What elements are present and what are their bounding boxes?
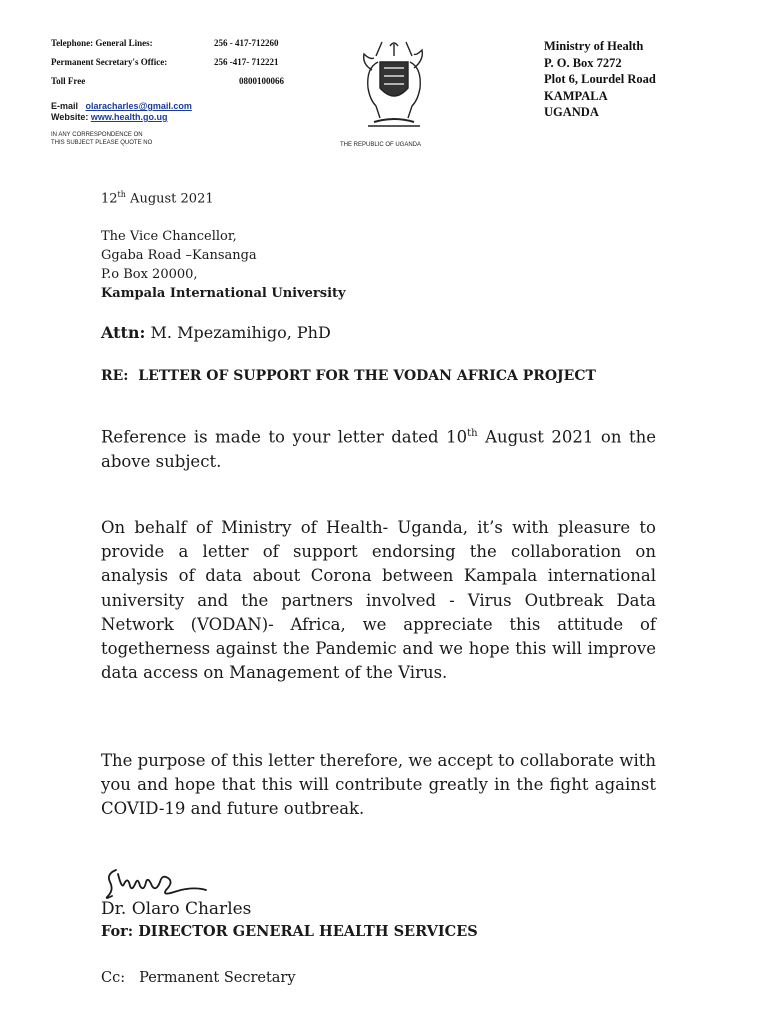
paragraph-purpose: The purpose of this letter therefore, we accept to collaborate with you and hope that this will contribute greatly in the fight against COVID-19 and future outbreak. bbox=[101, 751, 656, 819]
ministry-line: Ministry of Health bbox=[544, 39, 644, 53]
telephone-value: 256 - 417-712260 bbox=[214, 38, 279, 48]
ps-office-label: Permanent Secretary's Office: bbox=[51, 57, 168, 67]
paragraph-reference: Reference is made to your letter dated 10th August 2021 on the above subject. bbox=[101, 427, 656, 471]
email-line bbox=[51, 101, 192, 112]
cc-label: Cc: bbox=[101, 970, 126, 986]
recipient-address bbox=[101, 227, 346, 303]
website-line bbox=[51, 112, 168, 123]
correspondence-line-1: IN ANY CORRESPONDENCE ON bbox=[51, 132, 143, 138]
email-label: E-mail bbox=[51, 101, 79, 111]
ministry-line: KAMPALA bbox=[544, 88, 608, 103]
republic-label: THE REPUBLIC OF UGANDA bbox=[340, 142, 422, 148]
toll-free-label: Toll Free bbox=[51, 76, 86, 86]
attn-label: Attn: bbox=[101, 323, 146, 342]
cc-value: Permanent Secretary bbox=[139, 970, 296, 986]
correspondence-line-2: THIS SUBJECT PLEASE QUOTE NO bbox=[51, 140, 153, 146]
ministry-line: P. O. Box 7272 bbox=[544, 55, 622, 70]
ps-office-value: 256 -417- 712221 bbox=[214, 57, 279, 67]
signer-name: Dr. Olaro Charles bbox=[101, 899, 252, 919]
ministry-line: Plot 6, Lourdel Road bbox=[544, 72, 656, 86]
email-link[interactable]: olaracharles@gmail.com bbox=[85, 101, 192, 111]
coat-of-arms-icon bbox=[354, 38, 434, 130]
institution-name: Kampala International University bbox=[101, 286, 346, 301]
address-line: Ggaba Road –Kansanga bbox=[101, 248, 257, 263]
address-line: P.o Box 20000, bbox=[101, 267, 198, 282]
cc-line bbox=[101, 970, 296, 986]
for-line: For: DIRECTOR GENERAL HEALTH SERVICES bbox=[101, 923, 478, 940]
telephone-label: Telephone: General Lines: bbox=[51, 38, 153, 48]
website-link[interactable]: www.health.go.ug bbox=[90, 112, 168, 122]
website-label: Website: bbox=[51, 112, 89, 122]
subject-line: RE: LETTER OF SUPPORT FOR THE VODAN AFRICA PROJECT bbox=[101, 368, 596, 384]
address-line: The Vice Chancellor, bbox=[101, 229, 237, 244]
ministry-address bbox=[544, 38, 656, 121]
ministry-line: UGANDA bbox=[544, 105, 599, 119]
toll-free-value: 0800100066 bbox=[239, 76, 284, 86]
letter-date: 12th August 2021 bbox=[101, 190, 214, 207]
signature-icon bbox=[102, 860, 220, 902]
attention-line bbox=[101, 323, 331, 342]
paragraph-support: On behalf of Ministry of Health- Uganda, it’s with pleasure to provide a letter of support endorsing the collaboration on analysis of data about Corona between Kampala international university and the partners involved - Virus Outbreak Data Network (VODAN)- Africa, we appreciate this attitude of togetherness against the Pandemic and we hope this will improve data access on Management of the Virus. bbox=[101, 518, 656, 683]
attn-name: M. Mpezamihigo, PhD bbox=[145, 323, 331, 342]
